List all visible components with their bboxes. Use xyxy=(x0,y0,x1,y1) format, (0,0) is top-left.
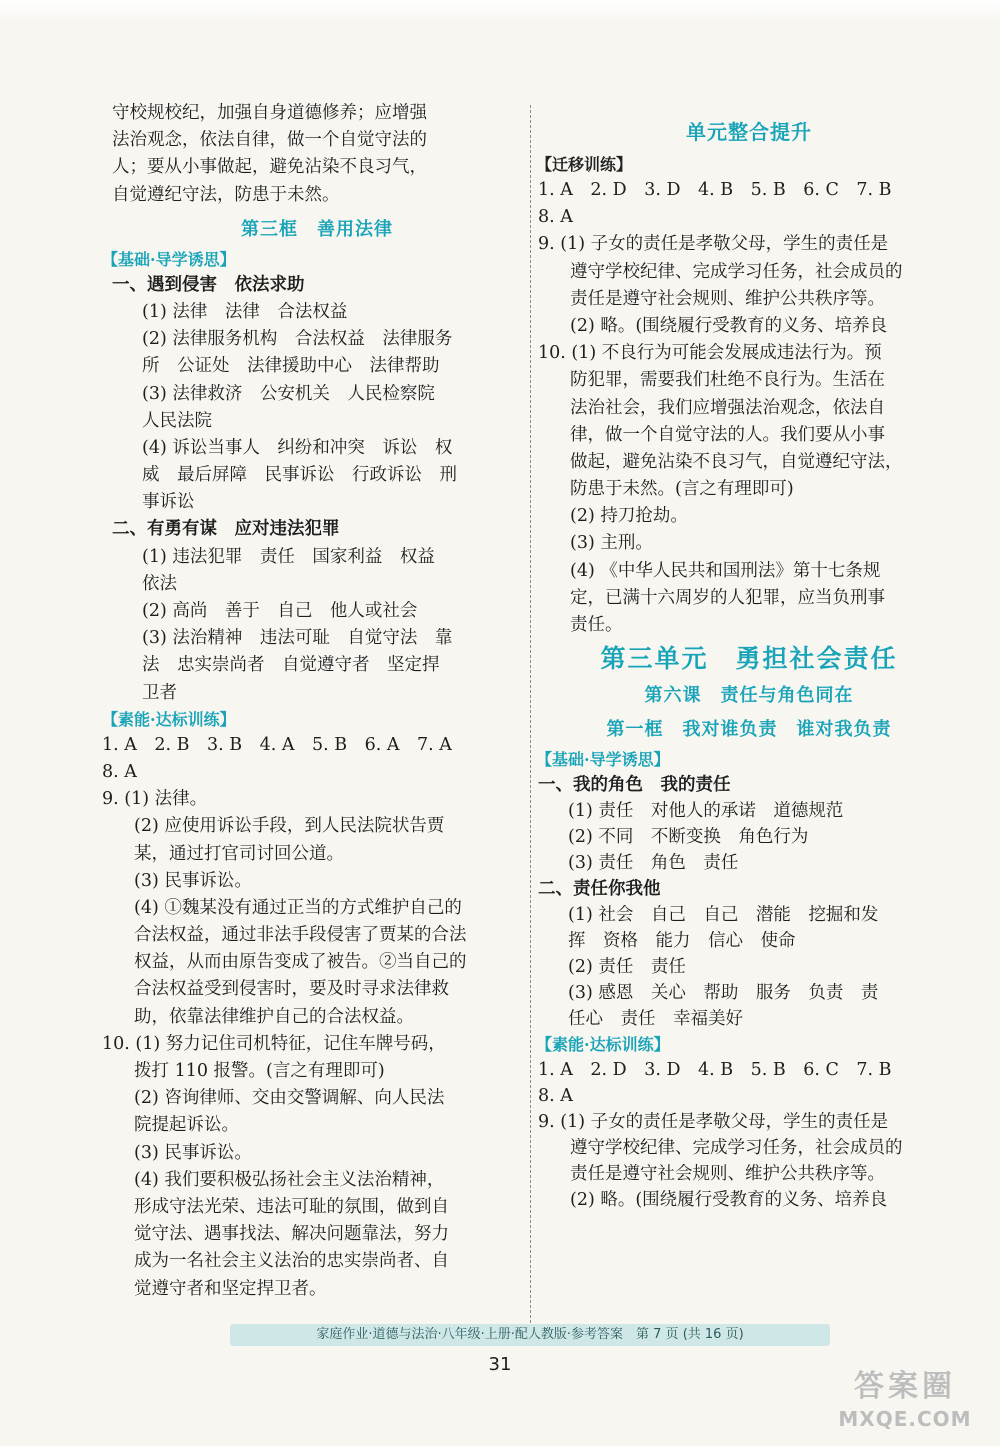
text-line: (2) 不同 不断变换 角色行为 xyxy=(568,827,809,848)
text-line: 1. A 2. D 3. D 4. B 5. B 6. C 7. B xyxy=(538,180,892,200)
text-line: 觉遵守者和坚定捍卫者。 xyxy=(134,1278,327,1299)
text-line: 定，已满十六周岁的人犯罪，应当负刑事 xyxy=(570,587,885,608)
text-line: 9. (1) 子女的责任是孝敬父母，学生的责任是 xyxy=(538,234,889,255)
text-line: (1) 违法犯罪 责任 国家利益 权益 xyxy=(142,546,435,567)
text-line: (3) 法律救济 公安机关 人民检察院 xyxy=(142,383,435,404)
text-line: (3) 民事诉讼。 xyxy=(134,1142,252,1163)
text-line: (4) ①魏某没有通过正当的方式维护自己的 xyxy=(134,897,462,918)
question-9-r xyxy=(538,1109,960,1213)
footer-bar: 家庭作业·道德与法治·八年级·上册·配人教版·参考答案 第 7 页 (共 16 页) xyxy=(230,1324,830,1346)
text-line: 8. A xyxy=(102,761,137,782)
text-line: 拨打 110 报警。(言之有理即可) xyxy=(134,1061,385,1081)
intro-paragraph xyxy=(112,100,522,209)
text-line: 责任。 xyxy=(570,615,623,635)
text-line: (3) 感恩 关心 帮助 服务 负责 责 xyxy=(568,983,879,1004)
frame-title: 第一框 我对谁负责 谁对我负责 xyxy=(606,719,892,741)
tag-skill-training-r: 【素能·达标训练】 xyxy=(536,1035,670,1055)
heading-1-answers xyxy=(112,299,522,517)
text-line: 责任是遵守社会规则、维护公共秩序等。 xyxy=(570,288,885,309)
text-line: (3) 民事诉讼。 xyxy=(134,870,252,891)
heading-2-answers xyxy=(112,544,522,707)
text-line: 防犯罪，需要我们杜绝不良行为。生活在 xyxy=(570,370,885,391)
text-line: (2) 咨询律师、交由交警调解、向人民法 xyxy=(134,1088,445,1109)
text-line: 10. (1) 努力记住司机特征，记住车牌号码， xyxy=(102,1033,446,1054)
text-line: (1) 责任 对他人的承诺 道德规范 xyxy=(568,801,844,822)
text-line: 守校规校纪，加强自身道德修养；应增强 xyxy=(112,103,427,123)
text-line: 觉守法、遇事找法、解决问题靠法，努力 xyxy=(134,1224,449,1245)
text-line: 律，做一个自觉守法的人。我们要从小事 xyxy=(570,424,885,445)
footer xyxy=(0,1320,1000,1350)
text-line: 合法权益受到侵害时，要及时寻求法律救 xyxy=(134,979,449,1000)
text-line: (4) 《中华人民共和国刑法》第十七条规 xyxy=(570,560,881,581)
page-number: 31 xyxy=(488,1354,512,1375)
heading-2: 二、有勇有谋 应对违法犯罪 xyxy=(112,519,340,540)
text-line: 院提起诉讼。 xyxy=(134,1115,239,1136)
text-line: 8. A xyxy=(538,207,573,228)
text-line: 事诉讼 xyxy=(142,492,195,513)
text-line: 遵守学校纪律、完成学习任务，社会成员的 xyxy=(570,1138,903,1159)
text-line: 某，通过打官司讨回公道。 xyxy=(134,843,344,864)
column-divider xyxy=(530,105,531,1323)
text-line: 做起，避免沾染不良习气，自觉遵纪守法， xyxy=(570,451,903,472)
lesson-title: 第六课 责任与角色同在 xyxy=(644,685,854,707)
tag-skill-training: 【素能·达标训练】 xyxy=(102,709,236,729)
text-line: 自觉遵纪守法，防患于未然。 xyxy=(112,184,340,205)
text-line: 责任是遵守社会规则、维护公共秩序等。 xyxy=(570,1164,885,1185)
question-9-unit xyxy=(538,231,960,340)
text-line: 助，依靠法律维护自己的合法权益。 xyxy=(134,1006,414,1027)
choice-answers-unit xyxy=(538,177,960,231)
heading-2-r: 二、责任你我他 xyxy=(538,879,661,900)
text-line: 法 忠实崇尚者 自觉遵守者 坚定捍 xyxy=(142,655,440,676)
text-line: (2) 持刀抢劫。 xyxy=(570,506,688,527)
section-title-shanyong: 第三框 善用法律 xyxy=(241,218,393,240)
question-10-unit xyxy=(538,340,960,639)
heading-1-r: 一、我的角色 我的责任 xyxy=(538,775,731,796)
choice-answers-r xyxy=(538,1057,960,1109)
text-line: 合法权益，通过非法手段侵害了贾某的合法 xyxy=(134,925,467,946)
text-line: 法治社会，我们应增强法治观念，依法自 xyxy=(570,397,885,418)
text-line: (4) 我们要积极弘扬社会主义法治精神， xyxy=(134,1169,445,1190)
text-line: (2) 略。(围绕履行受教育的义务、培养良 xyxy=(570,1190,888,1211)
text-line: (2) 责任 责任 xyxy=(568,957,686,978)
text-line: (1) 法律 法律 合法权益 xyxy=(142,301,348,322)
text-line: 10. (1) 不良行为可能会发展成违法行为。预 xyxy=(538,343,882,364)
tag-basic-guide: 【基础·导学诱思】 xyxy=(102,249,236,269)
text-line: 形成守法光荣、违法可耻的氛围，做到自 xyxy=(134,1196,449,1217)
watermark-url: MXQE.COM xyxy=(838,1407,972,1431)
text-line: 1. A 2. B 3. B 4. A 5. B 6. A 7. A xyxy=(102,734,452,755)
left-column xyxy=(102,100,522,1303)
question-10 xyxy=(102,1031,522,1303)
text-line: 权益，从而由原告变成了被告。②当自己的 xyxy=(134,952,467,973)
text-line: (3) 法治精神 违法可耻 自觉守法 靠 xyxy=(142,628,453,649)
choice-answers xyxy=(102,732,522,786)
text-line: 人；要从小事做起，避免沾染不良习气， xyxy=(112,157,427,178)
top-edge xyxy=(0,0,1000,22)
right-column xyxy=(538,112,960,1213)
section-title-unit-review: 单元整合提升 xyxy=(686,120,812,144)
tag-transfer-training: 【迁移训练】 xyxy=(536,155,633,174)
text-line: 9. (1) 子女的责任是孝敬父母，学生的责任是 xyxy=(538,1112,889,1133)
text-line: 法治观念，依法自律，做一个自觉守法的 xyxy=(112,130,427,151)
text-line: 威 最后屏障 民事诉讼 行政诉讼 刑 xyxy=(142,465,457,486)
text-line: (2) 略。(围绕履行受教育的义务、培养良 xyxy=(570,315,888,336)
text-line: (2) 法律服务机构 合法权益 法律服务 xyxy=(142,329,453,350)
heading-1-r-answers xyxy=(538,798,960,876)
text-line: 9. (1) 法律。 xyxy=(102,789,208,810)
heading-2-r-answers xyxy=(538,902,960,1032)
text-line: (2) 应使用诉讼手段，到人民法院状告贾 xyxy=(134,816,445,837)
text-line: 人民法院 xyxy=(142,410,212,431)
text-line: 所 公证处 法律援助中心 法律帮助 xyxy=(142,356,440,377)
text-line: 成为一名社会主义法治的忠实崇尚者、自 xyxy=(134,1251,449,1272)
text-line: (3) 责任 角色 责任 xyxy=(568,853,739,874)
question-9 xyxy=(102,786,522,1031)
text-line: 任心 责任 幸福美好 xyxy=(568,1009,743,1030)
heading-1: 一、遇到侵害 依法求助 xyxy=(112,274,305,295)
text-line: 卫者 xyxy=(142,682,177,703)
text-line: 1. A 2. D 3. D 4. B 5. B 6. C 7. B xyxy=(538,1060,892,1081)
text-line: 防患于未然。(言之有理即可) xyxy=(570,479,794,500)
text-line: (1) 社会 自己 自己 潜能 挖掘和发 xyxy=(568,905,879,926)
text-line: 8. A xyxy=(538,1086,573,1107)
watermark-logo xyxy=(820,1368,990,1438)
text-line: 挥 资格 能力 信心 使命 xyxy=(568,931,796,952)
text-line: 遵守学校纪律、完成学习任务，社会成员的 xyxy=(570,261,903,282)
text-line: (4) 诉讼当事人 纠纷和冲突 诉讼 权 xyxy=(142,437,453,458)
unit-title: 第三单元 勇担社会责任 xyxy=(600,644,898,674)
tag-basic-guide-r: 【基础·导学诱思】 xyxy=(536,750,670,770)
text-line: 依法 xyxy=(142,573,177,594)
text-line: (2) 高尚 善于 自己 他人或社会 xyxy=(142,601,418,621)
text-line: (3) 主刑。 xyxy=(570,533,653,554)
watermark-text: 答案圈 xyxy=(854,1369,956,1404)
